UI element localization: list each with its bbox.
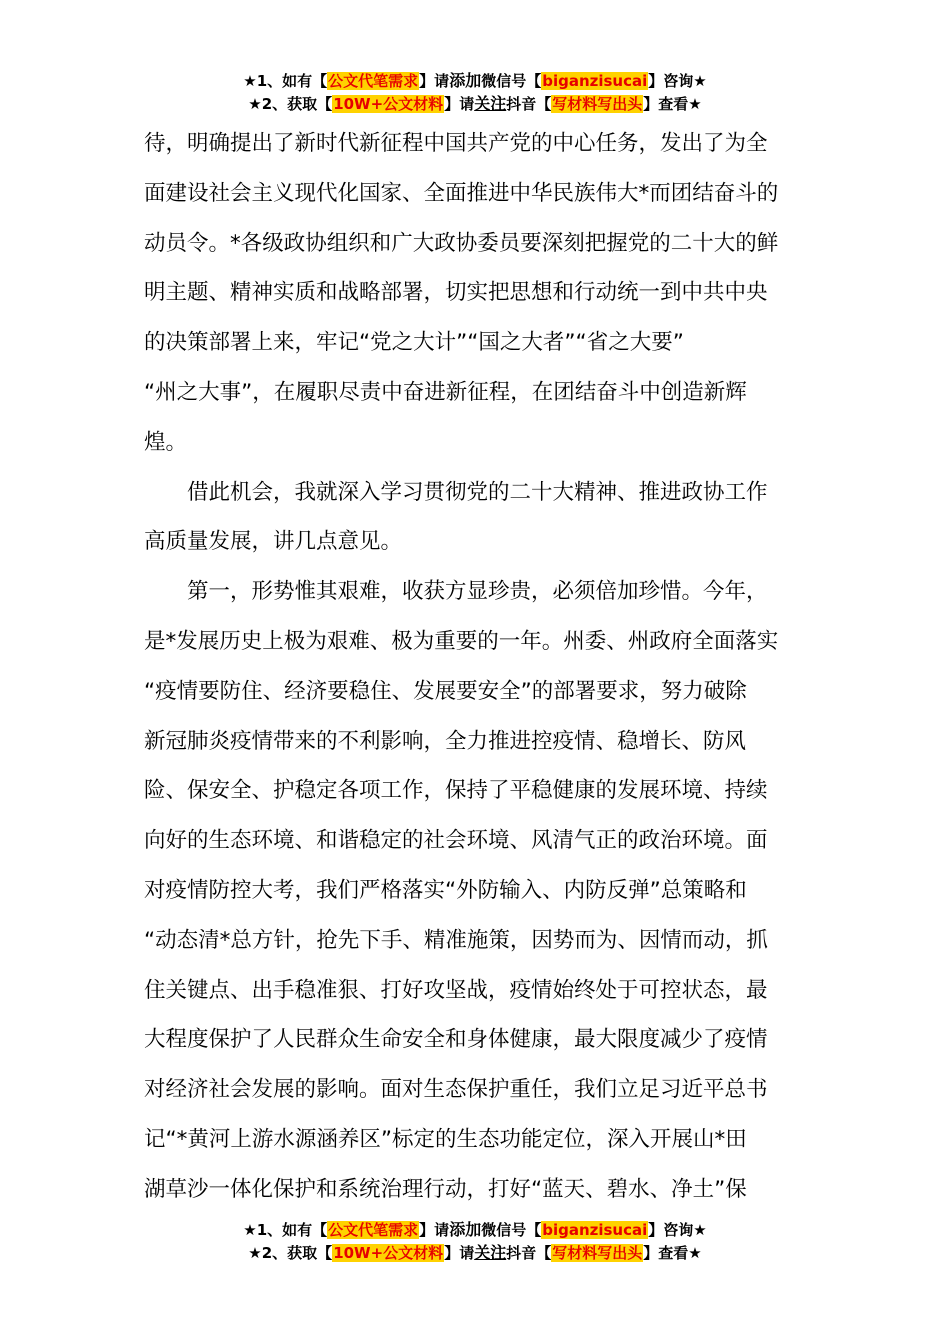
header-line-2-emph: 关注 xyxy=(474,94,507,113)
body-line: 明主题、精神实质和战略部署，切实把思想和行动统一到中共中央 xyxy=(144,280,768,306)
footer-line-1-tag-wechat: biganzisucai xyxy=(542,1221,648,1239)
document-body xyxy=(144,119,809,1215)
header-line-2-prefix: ★2、获取【 xyxy=(248,95,333,113)
body-line: 大程度保护了人民群众生命安全和身体健康，最大限度减少了疫情 xyxy=(144,1027,768,1053)
footer-line-1-tag-service: 公文代笔需求 xyxy=(328,1221,419,1239)
header-line-2-text2: 抖音【 xyxy=(506,95,552,113)
footer-line-1-prefix: ★1、如有【 xyxy=(243,1221,328,1239)
body-line: 面建设社会主义现代化国家、全面推进中华民族伟大*而团结奋斗的 xyxy=(144,180,779,206)
footer-line-2 xyxy=(0,1242,950,1265)
body-line: 记“*黄河上游水源涵养区”标定的生态功能定位，深入开展山*田 xyxy=(144,1126,747,1152)
header-line-2-tag-douyin: 写材料写出头 xyxy=(552,95,643,113)
header-line-1-prefix: ★1、如有【 xyxy=(243,72,328,90)
footer-line-2-prefix: ★2、获取【 xyxy=(248,1244,333,1262)
body-line: 是*发展历史上极为艰难、极为重要的一年。州委、州政府全面落实 xyxy=(144,628,779,654)
header-line-1-emph: 添加 xyxy=(449,71,482,90)
header-line-1-tag-service: 公文代笔需求 xyxy=(328,72,419,90)
header-banner xyxy=(0,70,950,116)
footer-line-1-emph: 添加 xyxy=(449,1220,482,1239)
footer-line-2-tag-douyin: 写材料写出头 xyxy=(552,1244,643,1262)
footer-line-2-text: 】请 xyxy=(444,1244,475,1262)
body-line: 动员令。*各级政协组织和广大政协委员要深刻把握党的二十大的鲜 xyxy=(144,230,779,256)
header-line-2-text: 】请 xyxy=(444,95,475,113)
header-line-2-tag-materials: 10W+公文材料 xyxy=(333,95,444,113)
body-line: “州之大事”，在履职尽责中奋进新征程，在团结奋斗中创造新辉 xyxy=(144,379,747,405)
body-line: 住关键点、出手稳准狠、打好攻坚战，疫情始终处于可控状态，最 xyxy=(144,977,768,1003)
footer-line-1-text: 】请 xyxy=(419,1221,450,1239)
header-line-1 xyxy=(0,70,950,93)
footer-line-1-end: 】咨询★ xyxy=(648,1221,707,1239)
footer-banner xyxy=(0,1219,950,1265)
body-line: “疫情要防住、经济要稳住、发展要安全”的部署要求，努力破除 xyxy=(144,678,747,704)
body-line: 煌。 xyxy=(144,429,188,455)
footer-line-2-emph: 关注 xyxy=(474,1243,507,1262)
body-line: 对疫情防控大考，我们严格落实“外防输入、内防反弹”总策略和 xyxy=(144,877,747,903)
header-line-1-text: 】请 xyxy=(419,72,450,90)
header-line-1-tag-wechat: biganzisucai xyxy=(542,72,648,90)
header-line-1-text2: 微信号【 xyxy=(481,72,542,90)
header-line-1-end: 】咨询★ xyxy=(648,72,707,90)
body-line: 的决策部署上来，牢记“党之大计”“国之大者”“省之大要” xyxy=(144,330,684,356)
footer-line-1 xyxy=(0,1219,950,1242)
body-line: 险、保安全、护稳定各项工作，保持了平稳健康的发展环境、持续 xyxy=(144,778,768,804)
body-line: 高质量发展，讲几点意见。 xyxy=(144,529,403,555)
body-line: 借此机会，我就深入学习贯彻党的二十大精神、推进政协工作 xyxy=(187,479,768,505)
body-line: 湖草沙一体化保护和系统治理行动，打好“蓝天、碧水、净土”保 xyxy=(144,1176,747,1202)
body-line: 第一，形势惟其艰难，收获方显珍贵，必须倍加珍惜。今年， xyxy=(187,579,768,605)
body-line: 待，明确提出了新时代新征程中国共产党的中心任务，发出了为全 xyxy=(144,131,768,156)
footer-line-2-tag-materials: 10W+公文材料 xyxy=(333,1244,444,1262)
body-line: 对经济社会发展的影响。面对生态保护重任，我们立足习近平总书 xyxy=(144,1077,768,1103)
footer-line-1-text2: 微信号【 xyxy=(481,1221,542,1239)
footer-line-2-text2: 抖音【 xyxy=(506,1244,552,1262)
header-line-2 xyxy=(0,93,950,116)
body-line: 新冠肺炎疫情带来的不利影响，全力推进控疫情、稳增长、防风 xyxy=(144,728,747,754)
body-line: “动态清*总方针，抢先下手、精准施策，因势而为、因情而动，抓 xyxy=(144,927,768,953)
header-line-2-end: 】查看★ xyxy=(643,95,702,113)
footer-line-2-end: 】查看★ xyxy=(643,1244,702,1262)
body-line: 向好的生态环境、和谐稳定的社会环境、风清气正的政治环境。面 xyxy=(144,828,768,854)
